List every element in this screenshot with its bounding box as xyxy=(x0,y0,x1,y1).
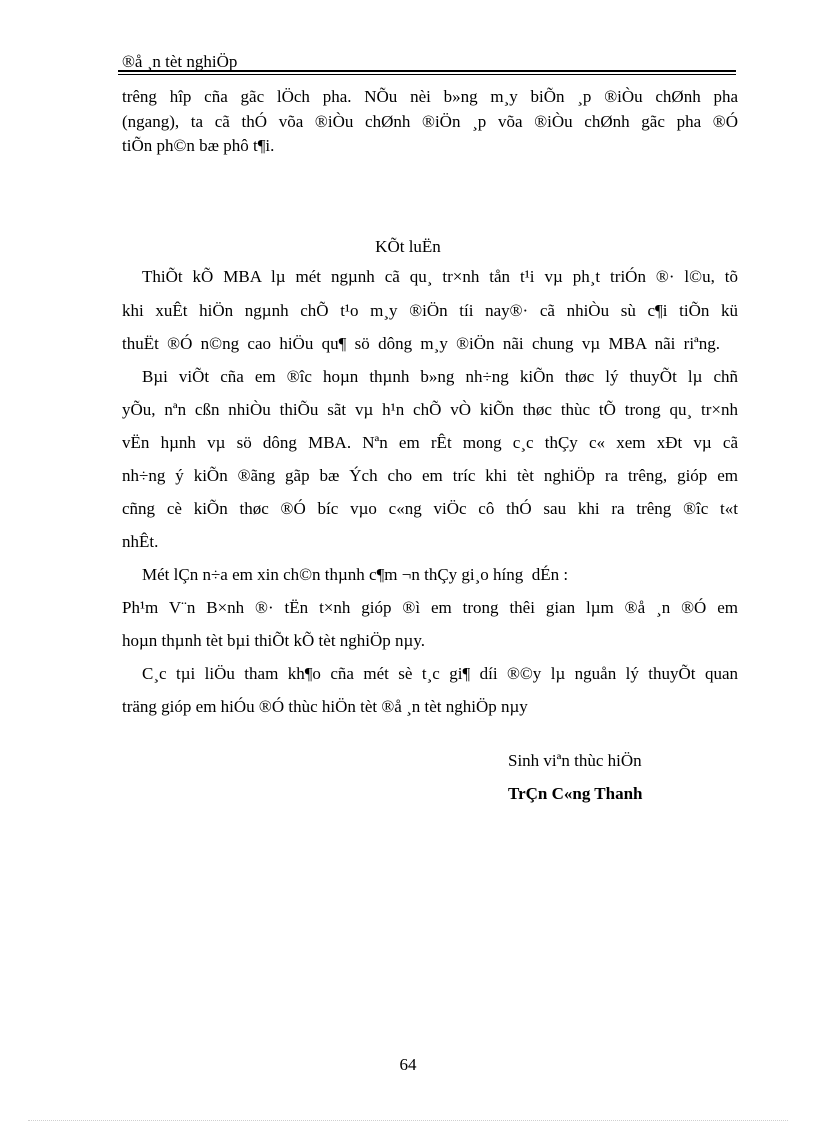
text-line: träng gióp em hiÓu ®Ó thùc hiÖn tèt ®å ¸n tèt nghiÖp nµy xyxy=(122,697,528,716)
header-rule-thick xyxy=(118,70,736,72)
text-line: ThiÕt kÕ MBA lµ mét ngµnh cã qu¸ tr×nh tån t¹i vµ ph¸t triÓn ®· l©u, tõ xyxy=(142,267,738,286)
text-line: Mét lÇn n÷a em xin ch©n thµnh c¶m ¬n thÇy gi¸o híng dÉn : xyxy=(142,565,569,584)
signature-role: Sinh viªn thùc hiÖn xyxy=(508,751,642,770)
text-line: hoµn thµnh tèt bµi thiÕt kÕ tèt nghiÖp nµy. xyxy=(122,631,425,650)
conclusion-title: KÕt luËn xyxy=(375,237,441,256)
signature-name: TrÇn C«ng Thanh xyxy=(508,784,643,803)
text-line: thuËt ®Ó n©ng cao hiÖu qu¶ sö dông m¸y ®iÖn nãi chung vµ MBA nãi riªng. xyxy=(122,334,720,353)
text-line: nh÷ng ý kiÕn ®ãng gãp bæ Ých cho em tríc khi tèt nghiÖp ra trêng, gióp em xyxy=(122,466,738,485)
text-line: trêng hîp cña gãc lÖch pha. NÕu nèi b»ng m¸y biÕn ¸p ®iÒu chØnh pha xyxy=(122,87,738,106)
text-line: C¸c tµi liÖu tham kh¶o cña mét sè t¸c gi¶ díi ®©y lµ nguån lý thuyÕt quan xyxy=(142,664,738,683)
text-line: yÕu, nªn cßn nhiÒu thiÕu sãt vµ h¹n chÕ vÒ kiÕn thøc thùc tÕ trong qu¸ tr×nh xyxy=(122,400,738,419)
text-line: (ngang), ta cã thÓ võa ®iÒu chØnh ®iÖn ¸p võa ®iÒu chØnh gãc pha ®Ó xyxy=(122,112,738,131)
text-line: khi xuÊt hiÖn ngµnh chÕ t¹o m¸y ®iÖn tíi nay®· cã nhiÒu sù c¶i tiÕn kü xyxy=(122,301,738,320)
text-line: nhÊt. xyxy=(122,532,159,551)
text-line: tiÕn ph©n bæ phô t¶i. xyxy=(122,136,275,155)
text-line: vËn hµnh vµ sö dông MBA. Nªn em rÊt mong c¸c thÇy c« xem xÐt vµ cã xyxy=(122,433,738,452)
footer-divider xyxy=(28,1120,788,1121)
text-line: Ph¹m V¨n B×nh ®· tËn t×nh gióp ®ì em trong thêi gian lµm ®å ¸n ®Ó em xyxy=(122,598,738,617)
text-line: cñng cè kiÕn thøc ®Ó bíc vµo c«ng viÖc cô thÓ sau khi ra trêng ®îc t«t xyxy=(122,499,738,518)
header-title: ®å ¸n tèt nghiÖp xyxy=(122,52,238,71)
page-number: 64 xyxy=(399,1055,417,1074)
text-line: Bµi viÕt cña em ®îc hoµn thµnh b»ng nh÷ng kiÕn thøc lý thuyÕt lµ chñ xyxy=(142,367,738,386)
header-rule-thin xyxy=(118,74,736,75)
